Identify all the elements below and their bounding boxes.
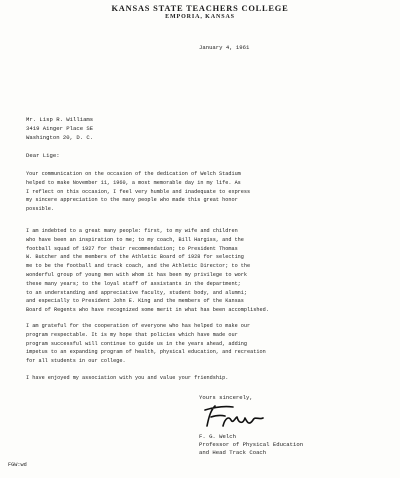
- paragraph-line: W. Butcher and the members of the Athletic Board of 1928 for selecting: [26, 254, 244, 261]
- paragraph-line: who have been an inspiration to me; to my coach, Bill Hargiss, and the: [26, 236, 244, 243]
- handwritten-signature: [201, 402, 271, 432]
- signature: [201, 402, 271, 437]
- letterhead-city: EMPORIA, KANSAS: [165, 14, 235, 20]
- paragraph-line: to an understanding and appreciative faculty, student body, and alumni;: [26, 289, 248, 296]
- paragraph-line: program respectable. It is my hope that policies which have made our: [26, 331, 238, 338]
- typist-initials: FGW:wd: [8, 462, 27, 468]
- paragraph-line: wonderful group of young men with whom it has been my privilege to work: [26, 271, 248, 278]
- paragraph-line: for all students in our college.: [26, 358, 126, 365]
- paragraph-line: I have enjoyed my association with you and value your friendship.: [26, 375, 229, 381]
- paragraph-line: and especially to President John E. King and the members of the Kansas: [26, 298, 244, 305]
- paragraph-line: me to be the football and track coach, and the Athletic Director; to the: [26, 263, 251, 270]
- paragraph-line: I reflect on this occasion, I feel very humble and inadequate to express: [26, 188, 251, 195]
- paragraph-3: [26, 322, 388, 366]
- paragraph-line: impetus to an expanding program of health, physical education, and recreation: [26, 349, 266, 356]
- closing: Yours sincerely,: [199, 394, 253, 401]
- signer-name: F. G. Welch: [199, 433, 236, 440]
- paragraph-line: Your communication on the occasion of the dedication of Welch Stadium: [26, 171, 241, 177]
- paragraph-line: possible.: [26, 206, 55, 213]
- letterhead-title: KANSAS STATE TEACHERS COLLEGE: [111, 4, 289, 13]
- paragraph-line: these many years; to the loyal staff of assistants in the department;: [26, 280, 241, 287]
- paragraph-1: [26, 170, 388, 214]
- paragraph-line: football squad of 1927 for their recommendation; to President Thomas: [26, 245, 238, 252]
- paragraph-line: Board of Regents who have recognized some merit in what has been accomplished.: [26, 307, 269, 314]
- paragraph-line: I am indebted to a great many people: first, to my wife and children: [26, 228, 238, 234]
- recipient-city: Washington 20, D. C.: [26, 134, 94, 141]
- paragraph-2: [26, 227, 388, 315]
- paragraph-4: [26, 374, 388, 383]
- paragraph-line: my sincere appreciation to the many people who made this great honor: [26, 197, 238, 204]
- salutation: Dear Lige:: [26, 152, 60, 159]
- letter-date: January 4, 1961: [199, 44, 250, 51]
- paragraph-line: helped to make November 11, 1960, a most memorable day in my life. As: [26, 179, 241, 186]
- recipient-street: 3419 Ainger Place SE: [26, 125, 94, 132]
- paragraph-line: I am grateful for the cooperation of everyone who has helped to make our: [26, 323, 251, 329]
- paragraph-line: program successful will continue to guide us in the years ahead, adding: [26, 340, 248, 347]
- signer-title-2: and Head Track Coach: [199, 449, 267, 456]
- recipient-name: Mr. Lisp R. Williams: [26, 116, 94, 123]
- signer-title: Professor of Physical Education: [199, 441, 304, 448]
